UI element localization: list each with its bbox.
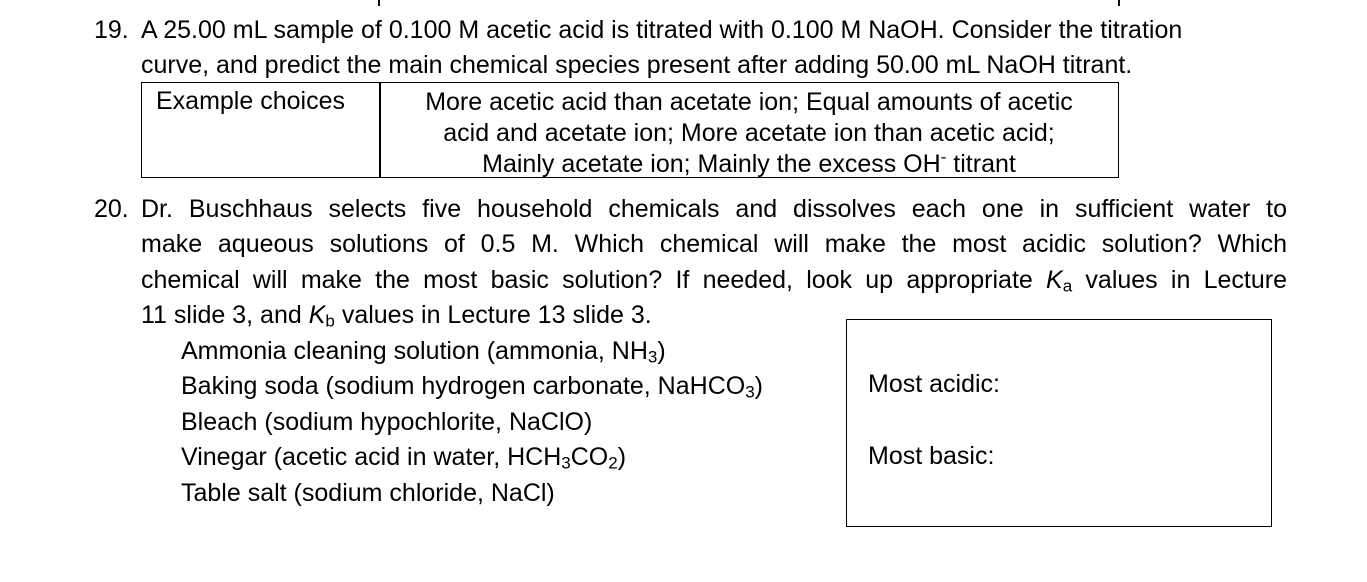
most-basic-label: Most basic: [868,442,995,470]
most-acidic-label: Most acidic: [868,370,1000,398]
chemical-name: Vinegar (acetic acid in water, HCH [181,443,562,471]
question-19-line-1: A 25.00 mL sample of 0.100 M acetic acid is titrated with 0.100 M NaOH. Consider the titration [141,16,1183,44]
question-19-number: 19. [94,16,129,44]
chemical-end: ) [754,372,763,400]
formula-subscript: 3 [647,347,658,367]
chemical-end: ) [617,443,627,471]
chemical-end: ) [657,337,666,365]
question-20-line-3 [141,266,1287,296]
chemical-name: Table salt (sodium chloride, NaCl) [181,479,555,507]
question-20-line-2: make aqueous solutions of 0.5 M. Which chemical will make the most acidic solution? Which [141,230,1287,258]
line-4-end: values in Lecture 13 slide 3. [334,301,652,329]
example-choices-label: Example choices [156,87,345,115]
example-choices-text [381,87,1117,180]
ka-symbol: K [1046,266,1063,294]
table-border-line [378,0,380,6]
ka-subscript: a [1062,276,1073,296]
question-19-line-2: curve, and predict the main chemical species present after adding 50.00 mL NaOH titrant. [141,51,1133,79]
chemical-bleach [181,410,592,435]
hydroxide-charge: - [940,147,947,167]
example-choices-table [141,82,1119,178]
line-3-text: chemical will make the most basic solution? If needed, look up appropriate [141,266,1047,294]
chemical-name: Ammonia cleaning solution (ammonia, NH [181,337,648,365]
chemical-ammonia [181,337,666,367]
question-20-line-4 [141,301,652,331]
question-20-number: 20. [94,195,129,223]
chemical-name: Bleach (sodium hypochlorite, NaClO) [181,408,593,436]
formula-subscript: 3 [745,382,755,402]
choices-line-2: acid and acetate ion; More acetate ion than acetic acid; [443,119,1055,147]
question-20-line-1: Dr. Buschhaus selects five household chemicals and dissolves each one in sufficient water to [141,195,1287,223]
answer-box[interactable] [846,319,1272,527]
formula-subscript: 2 [608,453,618,473]
chemical-vinegar [181,443,627,473]
chemical-table-salt [181,481,555,506]
kb-subscript: b [325,311,335,331]
formula-subscript: 3 [561,453,571,473]
chemical-baking-soda [181,372,763,402]
chemical-name: Baking soda (sodium hydrogen carbonate, NaHCO [181,372,746,400]
previous-table-border [0,0,1367,6]
formula-part: CO [570,443,609,471]
line-4-text: 11 slide 3, and [141,301,309,329]
kb-symbol: K [308,301,326,329]
line-3-end: values in Lecture [1072,266,1287,294]
choices-line-3-text: Mainly acetate ion; Mainly the excess OH [482,150,941,178]
choices-line-1: More acetic acid than acetate ion; Equal amounts of acetic [425,88,1073,116]
choices-line-3 [381,149,1117,180]
choices-line-3-end: titrant [946,150,1016,178]
table-border-line [1118,0,1120,6]
